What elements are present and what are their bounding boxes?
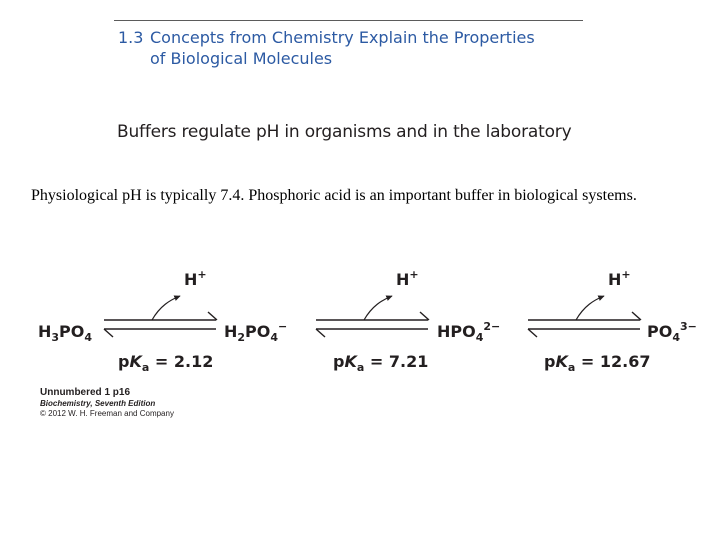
species-h3po4: $H_3PO_4$ — [38, 322, 93, 344]
equilibrium-arrow-2 — [316, 296, 429, 337]
figure-credit — [40, 387, 174, 419]
credit-book-title: Biochemistry, Seventh Edition — [40, 399, 156, 408]
species-hpo4: $HPO_4^{2-}$ — [437, 320, 501, 344]
proton-2: H+ — [396, 268, 419, 289]
body-text: Physiological pH is typically 7.4. Phosphoric acid is an important buffer in biological systems. — [31, 187, 637, 204]
subheading: Buffers regulate pH in organisms and in the laboratory — [117, 122, 572, 142]
species-h2po4: $H_2PO_4^-$ — [224, 320, 288, 344]
pka-2: $pK_a = 7.21$ — [333, 352, 429, 374]
credit-figure-id: Unnumbered 1 p16 — [40, 387, 131, 398]
section-title-line1: Concepts from Chemistry Explain the Properties — [150, 28, 535, 47]
species-po4: $PO_4^{3-}$ — [647, 320, 697, 344]
section-number: 1.3 — [118, 28, 144, 47]
section-title-line2: of Biological Molecules — [150, 49, 333, 68]
proton-3: H+ — [608, 268, 631, 289]
equilibrium-arrow-3 — [528, 296, 641, 337]
equilibrium-arrow-1 — [104, 296, 217, 337]
pka-1: $pK_a = 2.12$ — [118, 352, 214, 374]
pka-3: $pK_a = 12.67$ — [544, 352, 651, 374]
proton-1: H+ — [184, 268, 207, 289]
credit-copyright: © 2012 W. H. Freeman and Company — [40, 409, 174, 418]
